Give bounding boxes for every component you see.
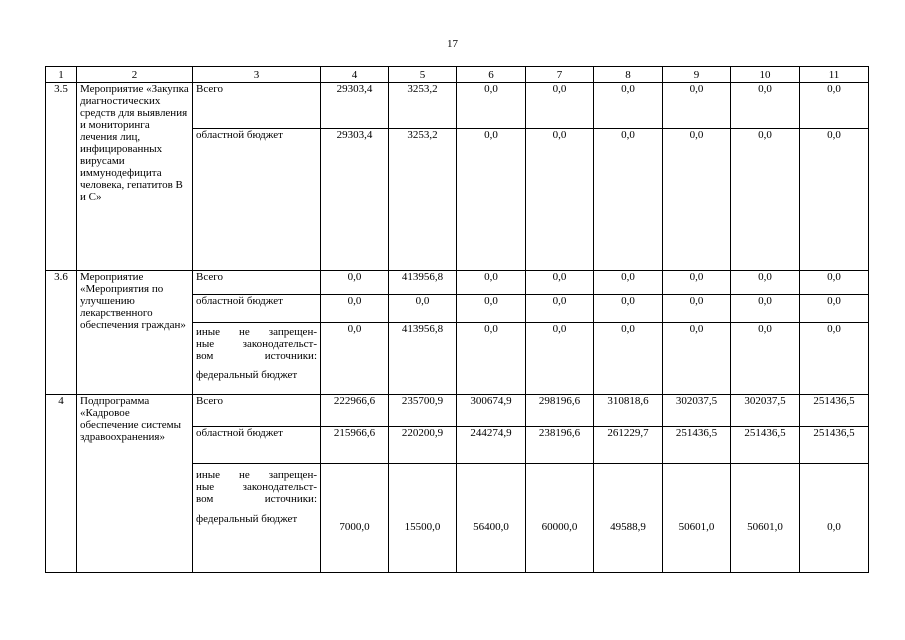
value-cell: 251436,5 — [800, 427, 869, 464]
column-number: 3 — [193, 67, 321, 83]
source-label: областной бюджет — [193, 129, 321, 271]
value-cell: 0,0 — [800, 323, 869, 395]
page-number: 17 — [447, 38, 458, 50]
value-cell: 298196,6 — [526, 395, 594, 427]
table-row — [46, 271, 869, 295]
column-number: 1 — [46, 67, 77, 83]
source-label: областной бюджет — [193, 295, 321, 323]
value-cell: 0,0 — [526, 83, 594, 129]
value-cell: 7000,0 — [321, 464, 389, 573]
value-cell: 215966,6 — [321, 427, 389, 464]
column-number: 2 — [77, 67, 193, 83]
value-cell: 220200,9 — [389, 427, 457, 464]
column-number: 6 — [457, 67, 526, 83]
source-label: Всего — [193, 271, 321, 295]
note-line: вом источники: — [196, 350, 317, 362]
value-cell: 251436,5 — [663, 427, 731, 464]
value-cell: 0,0 — [663, 295, 731, 323]
value-cell: 251436,5 — [731, 427, 800, 464]
value-cell: 0,0 — [594, 295, 663, 323]
value-cell: 49588,9 — [594, 464, 663, 573]
budget-table — [45, 66, 869, 573]
table-row — [46, 395, 869, 427]
value-cell: 0,0 — [321, 295, 389, 323]
value-cell: 0,0 — [321, 323, 389, 395]
column-number-row — [46, 67, 869, 83]
value-cell: 310818,6 — [594, 395, 663, 427]
value-cell: 3253,2 — [389, 83, 457, 129]
value-cell: 238196,6 — [526, 427, 594, 464]
value-cell: 0,0 — [731, 295, 800, 323]
value-cell: 222966,6 — [321, 395, 389, 427]
other-sources-note — [196, 469, 317, 505]
value-cell: 302037,5 — [663, 395, 731, 427]
value-cell: 0,0 — [663, 323, 731, 395]
value-cell: 0,0 — [389, 295, 457, 323]
item-name: Мероприятие «Закупка диагностических средств для выявления и мониторинга лечения лиц, инфицированных вирусами иммунодефицита человека, гепатитов В и С» — [77, 83, 193, 271]
value-cell: 0,0 — [663, 271, 731, 295]
value-cell: 15500,0 — [389, 464, 457, 573]
value-cell: 251436,5 — [800, 395, 869, 427]
value-cell: 0,0 — [594, 271, 663, 295]
column-number: 4 — [321, 67, 389, 83]
column-number: 5 — [389, 67, 457, 83]
source-label: федеральный бюджет — [196, 513, 298, 525]
source-label: федеральный бюджет — [196, 369, 298, 381]
value-cell: 60000,0 — [526, 464, 594, 573]
value-cell: 0,0 — [800, 464, 869, 573]
column-number: 10 — [731, 67, 800, 83]
column-number: 8 — [594, 67, 663, 83]
value-cell: 0,0 — [526, 271, 594, 295]
value-cell: 413956,8 — [389, 271, 457, 295]
value-cell: 0,0 — [526, 323, 594, 395]
column-number: 7 — [526, 67, 594, 83]
source-label: Всего — [193, 395, 321, 427]
value-cell: 50601,0 — [731, 464, 800, 573]
value-cell: 0,0 — [526, 129, 594, 271]
value-cell: 244274,9 — [457, 427, 526, 464]
source-label: областной бюджет — [193, 427, 321, 464]
value-cell: 0,0 — [800, 129, 869, 271]
note-line: ные законодательст- — [196, 481, 317, 493]
item-number: 3.5 — [46, 83, 77, 271]
value-cell: 0,0 — [800, 83, 869, 129]
item-name: Подпрограмма «Кадровое обеспечение системы здравоохранения» — [77, 395, 193, 573]
value-cell: 3253,2 — [389, 129, 457, 271]
value-cell: 413956,8 — [389, 323, 457, 395]
value-cell: 0,0 — [731, 83, 800, 129]
value-cell: 0,0 — [731, 323, 800, 395]
value-cell: 235700,9 — [389, 395, 457, 427]
value-cell: 0,0 — [731, 271, 800, 295]
other-sources-note — [196, 326, 317, 362]
value-cell: 0,0 — [800, 295, 869, 323]
column-number: 11 — [800, 67, 869, 83]
value-cell: 0,0 — [457, 323, 526, 395]
value-cell: 0,0 — [800, 271, 869, 295]
item-name: Мероприятие «Мероприятия по улучшению лекарственного обеспечения граждан» — [77, 271, 193, 395]
column-number: 9 — [663, 67, 731, 83]
source-label: Всего — [193, 83, 321, 129]
value-cell: 0,0 — [731, 129, 800, 271]
item-number: 3.6 — [46, 271, 77, 395]
value-cell: 0,0 — [526, 295, 594, 323]
value-cell: 261229,7 — [594, 427, 663, 464]
value-cell: 0,0 — [594, 323, 663, 395]
note-line: иные не запрещен- — [196, 326, 317, 338]
value-cell: 0,0 — [321, 271, 389, 295]
source-label-other — [193, 464, 321, 573]
value-cell: 0,0 — [457, 271, 526, 295]
value-cell: 0,0 — [457, 295, 526, 323]
value-cell: 0,0 — [594, 83, 663, 129]
value-cell: 0,0 — [457, 129, 526, 271]
value-cell: 300674,9 — [457, 395, 526, 427]
value-cell: 50601,0 — [663, 464, 731, 573]
table-row — [46, 83, 869, 129]
value-cell: 29303,4 — [321, 129, 389, 271]
value-cell: 56400,0 — [457, 464, 526, 573]
value-cell: 29303,4 — [321, 83, 389, 129]
value-cell: 302037,5 — [731, 395, 800, 427]
value-cell: 0,0 — [663, 83, 731, 129]
item-number: 4 — [46, 395, 77, 573]
value-cell: 0,0 — [663, 129, 731, 271]
note-line: вом источники: — [196, 493, 317, 505]
source-label-other — [193, 323, 321, 395]
note-line: иные не запрещен- — [196, 469, 317, 481]
value-cell: 0,0 — [457, 83, 526, 129]
note-line: ные законодательст- — [196, 338, 317, 350]
value-cell: 0,0 — [594, 129, 663, 271]
